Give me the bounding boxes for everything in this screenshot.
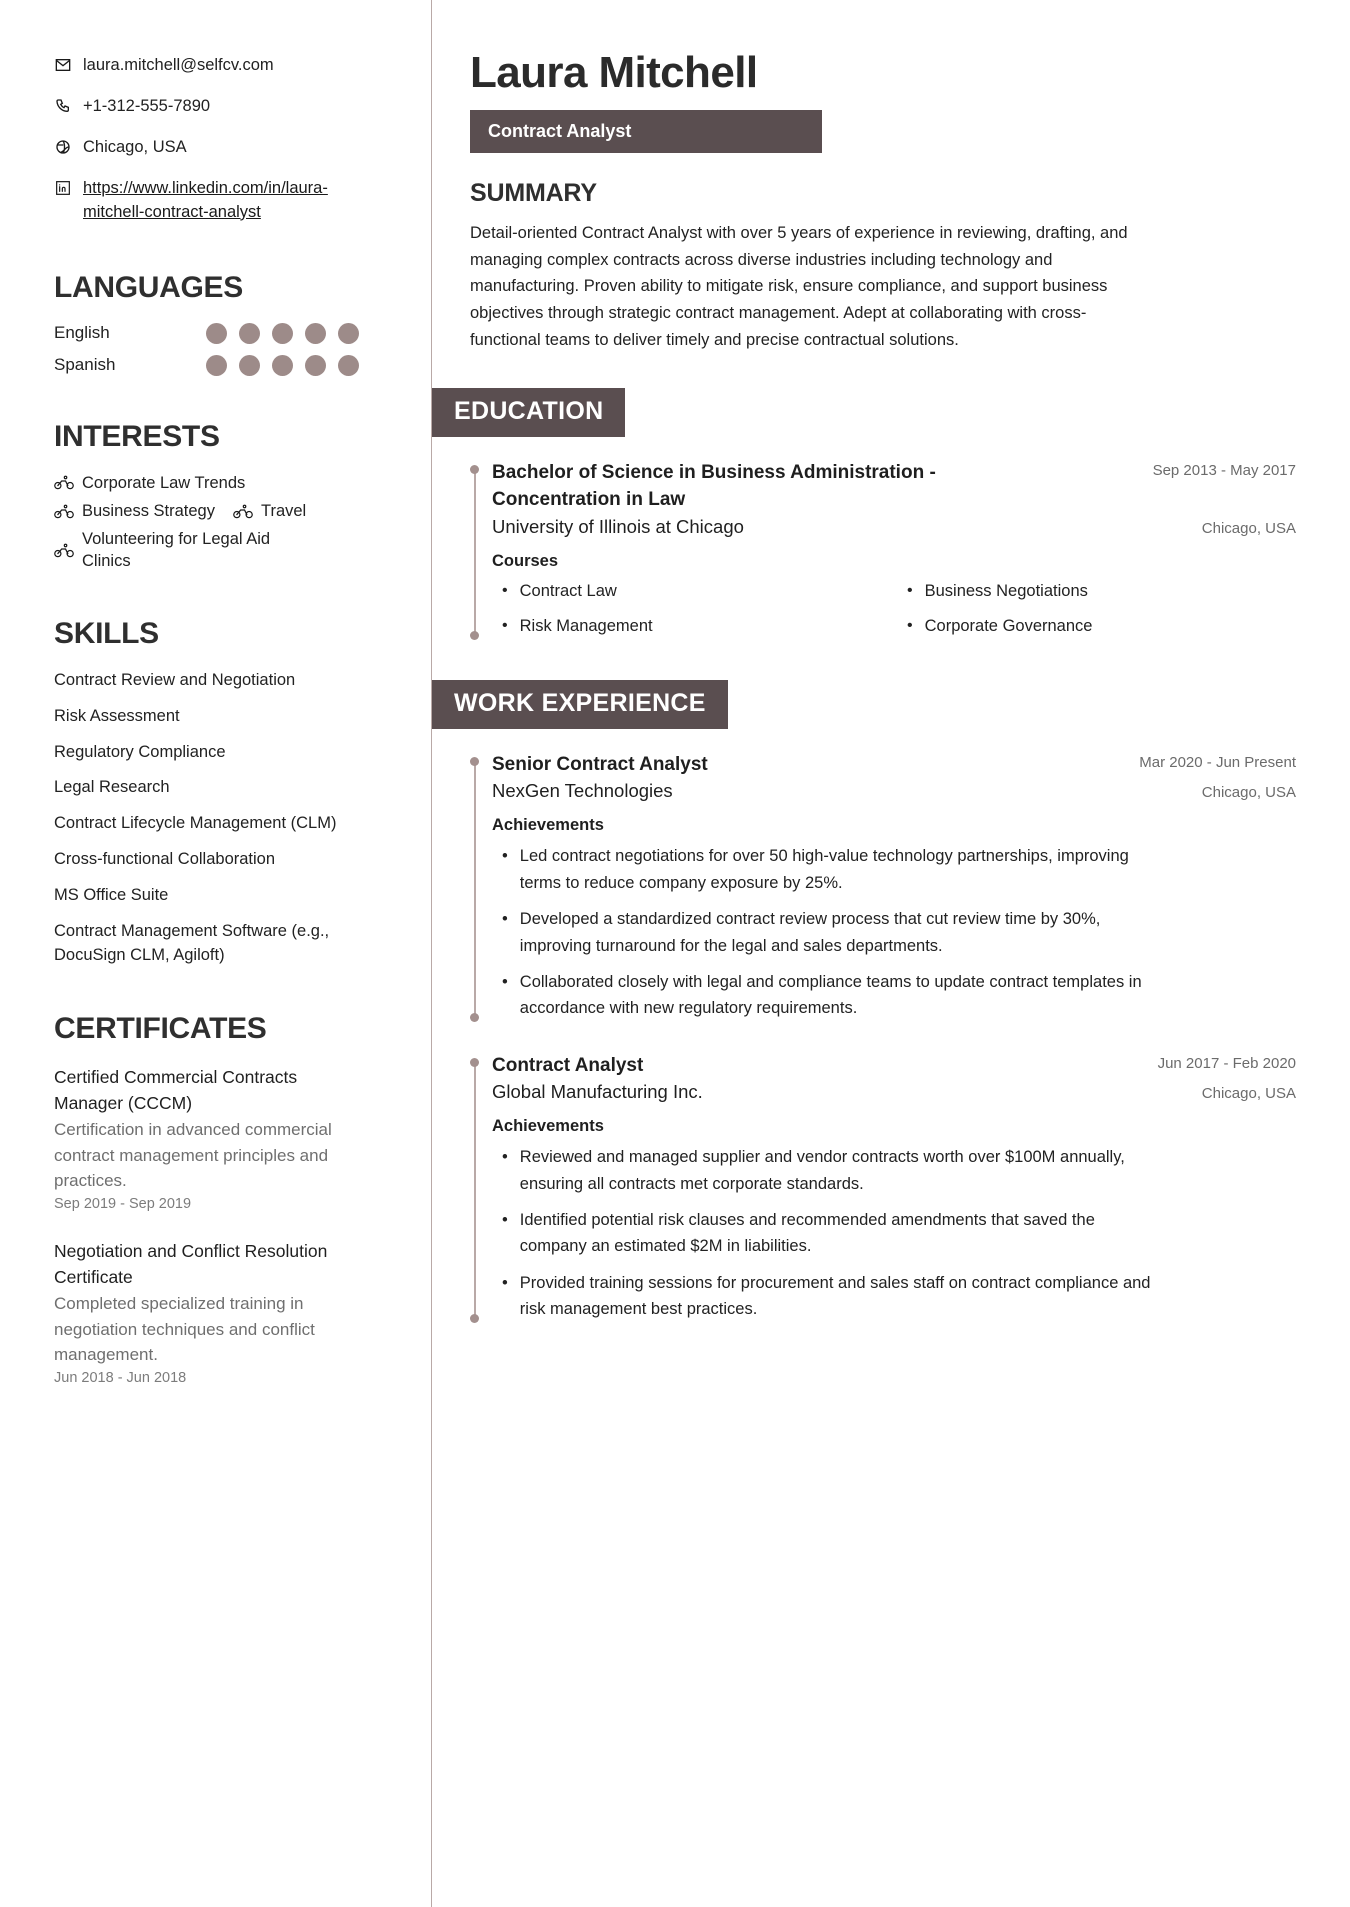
- education-section-title: EDUCATION: [432, 388, 625, 437]
- experience-section: [454, 680, 1296, 1323]
- achievements-label: Achievements: [492, 816, 604, 835]
- bicycle-icon: [54, 474, 74, 491]
- language-level-dots: [206, 323, 391, 344]
- languages-section: [54, 271, 391, 376]
- bullet-dot: •: [907, 617, 913, 635]
- language-row: [54, 323, 391, 344]
- timeline-dot: [470, 757, 479, 766]
- certificate-description: Completed specialized training in negotiation techniques and conflict management.: [54, 1294, 315, 1365]
- skill-item: Contract Review and Negotiation: [54, 670, 296, 689]
- courses-grid: [492, 579, 1296, 640]
- timeline-dot: [470, 1013, 479, 1022]
- achievement-text: Identified potential risk clauses and recommended amendments that saved the company an estimated $2M in liabilities.: [519, 1211, 1095, 1256]
- skill-item: Risk Assessment: [54, 706, 180, 725]
- achievements-list: [492, 843, 1296, 1021]
- experience-entry: [492, 751, 1296, 1022]
- globe-icon: [54, 138, 72, 156]
- certificate-date: Sep 2019 - Sep 2019: [54, 1195, 192, 1212]
- company-name: Global Manufacturing Inc.: [492, 1081, 703, 1103]
- bullet-dot: •: [502, 972, 508, 991]
- interests-list: [54, 472, 354, 573]
- interests-section: [54, 420, 391, 573]
- level-dot: [206, 323, 227, 344]
- achievements-label: Achievements: [492, 1117, 604, 1136]
- achievement-text: Provided training sessions for procurement and sales staff on contract compliance and risk management best practices.: [519, 1273, 1151, 1319]
- experience-section-title: WORK EXPERIENCE: [432, 680, 728, 729]
- courses-label: Courses: [492, 551, 559, 570]
- skill-item: MS Office Suite: [54, 886, 169, 905]
- bullet-dot: •: [502, 581, 508, 599]
- experience-entry-sub: [492, 1081, 1296, 1103]
- contact-linkedin[interactable]: [54, 177, 391, 225]
- education-section: [454, 388, 1296, 640]
- job-date: Mar 2020 - Jun Present: [1139, 753, 1296, 771]
- summary-heading: SUMMARY: [470, 179, 597, 207]
- skill-item: Regulatory Compliance: [54, 742, 226, 761]
- achievement-item: [502, 1207, 1162, 1260]
- level-dot: [206, 355, 227, 376]
- achievements-list: [492, 1144, 1296, 1322]
- languages-heading: LANGUAGES: [54, 270, 243, 304]
- experience-timeline-1: [470, 751, 1296, 1022]
- achievement-item: [502, 969, 1162, 1022]
- level-dot: [239, 355, 260, 376]
- course-item: [907, 579, 1296, 605]
- achievement-text: Collaborated closely with legal and compliance teams to update contract templates in accordance with new regulatory requirements.: [519, 972, 1142, 1018]
- certificate-item: [54, 1238, 344, 1386]
- contact-list: [54, 54, 391, 225]
- interest-item: [54, 472, 245, 494]
- certificate-date: Jun 2018 - Jun 2018: [54, 1369, 187, 1386]
- bullet-dot: •: [502, 847, 508, 866]
- job-location: Chicago, USA: [1201, 1085, 1296, 1103]
- course-label: Business Negotiations: [924, 581, 1088, 600]
- skill-item: Contract Lifecycle Management (CLM): [54, 814, 337, 833]
- achievement-text: Reviewed and managed supplier and vendor contracts worth over $100M annually, ensuring all contracts met corporate standards.: [519, 1148, 1125, 1193]
- timeline-dot: [470, 465, 479, 474]
- course-item: [502, 579, 891, 605]
- email-icon: [54, 56, 72, 74]
- bullet-dot: •: [502, 1211, 508, 1230]
- level-dot: [272, 323, 293, 344]
- timeline-dot: [470, 1314, 479, 1323]
- contact-phone: [54, 95, 391, 119]
- timeline-line: [474, 759, 476, 1014]
- achievement-item: [502, 1270, 1162, 1323]
- level-dot: [272, 355, 293, 376]
- language-name: Spanish: [54, 355, 116, 375]
- certificate-title: Certified Commercial Contracts Manager (CCCM): [54, 1066, 298, 1114]
- candidate-name: Laura Mitchell: [470, 48, 758, 97]
- job-title: Contract Analyst: [492, 1054, 644, 1076]
- education-location: Chicago, USA: [1201, 519, 1296, 537]
- education-entry-sub: [492, 516, 1296, 538]
- bullet-dot: •: [502, 910, 508, 929]
- timeline-line: [474, 1060, 476, 1315]
- bicycle-icon: [233, 503, 253, 520]
- sidebar: [0, 0, 432, 1907]
- role-badge: Contract Analyst: [470, 110, 822, 153]
- bicycle-icon: [54, 542, 74, 559]
- job-location: Chicago, USA: [1201, 784, 1296, 802]
- education-entry: [492, 459, 1296, 640]
- certificates-heading: CERTIFICATES: [54, 1011, 267, 1045]
- timeline-dot: [470, 1058, 479, 1067]
- course-label: Corporate Governance: [924, 617, 1093, 636]
- language-row: [54, 355, 391, 376]
- school-name: University of Illinois at Chicago: [492, 515, 744, 537]
- course-item: [907, 614, 1296, 640]
- skill-item: Cross-functional Collaboration: [54, 850, 276, 869]
- interest-item: [233, 500, 306, 522]
- main-content: [432, 0, 1350, 1907]
- course-item: [502, 614, 891, 640]
- level-dot: [305, 355, 326, 376]
- bullet-dot: •: [502, 1273, 508, 1292]
- contact-location: [54, 136, 391, 160]
- job-date: Jun 2017 - Feb 2020: [1157, 1054, 1296, 1072]
- contact-email-text: laura.mitchell@selfcv.com: [83, 56, 274, 74]
- achievement-text: Developed a standardized contract review process that cut review time by 30%, improving turnaround for the legal and sales departments.: [519, 910, 1101, 955]
- bullet-dot: •: [907, 581, 913, 599]
- contact-location-text: Chicago, USA: [83, 137, 187, 156]
- interest-item: [54, 500, 215, 522]
- level-dot: [239, 323, 260, 344]
- company-name: NexGen Technologies: [492, 780, 673, 802]
- skills-heading: SKILLS: [54, 616, 159, 650]
- course-label: Risk Management: [519, 617, 653, 636]
- education-entry-head: [492, 459, 1296, 514]
- experience-entry-head: [492, 1052, 1296, 1080]
- language-level-dots: [206, 355, 391, 376]
- language-name: English: [54, 323, 110, 343]
- summary-text: Detail-oriented Contract Analyst with over 5 years of experience in reviewing, drafting, and managing complex contracts across diverse industries including technology and manufacturing. Proven ability to mitigate risk, ensure compliance, and support business objectives through strategic contract management. Adept at collaborating with cross-functional teams to deliver timely and precise contractual solutions.: [470, 224, 1128, 349]
- skills-section: [54, 617, 391, 968]
- interest-label: Corporate Law Trends: [82, 473, 246, 492]
- certificates-section: [54, 1012, 391, 1386]
- achievement-text: Led contract negotiations for over 50 high-value technology partnerships, improving terms to reduce company exposure by 25%.: [519, 847, 1129, 892]
- timeline-line: [474, 467, 476, 632]
- interest-item: [54, 528, 302, 573]
- experience-entry: [492, 1052, 1296, 1323]
- certificate-description: Certification in advanced commercial contract management principles and practices.: [54, 1120, 332, 1191]
- contact-email: [54, 54, 391, 78]
- interest-label: Travel: [260, 501, 307, 520]
- phone-icon: [54, 97, 72, 115]
- interest-label: Business Strategy: [82, 501, 215, 520]
- certificate-title: Negotiation and Conflict Resolution Certificate: [54, 1240, 328, 1288]
- education-timeline: [470, 459, 1296, 640]
- interest-label: Volunteering for Legal Aid Clinics: [82, 530, 271, 571]
- experience-timeline-2: [470, 1052, 1296, 1323]
- timeline-dot: [470, 631, 479, 640]
- achievement-item: [502, 1144, 1162, 1197]
- education-date: Sep 2013 - May 2017: [1152, 461, 1296, 479]
- experience-entry-head: [492, 751, 1296, 779]
- contact-phone-text: +1-312-555-7890: [83, 96, 211, 115]
- bullet-dot: •: [502, 617, 508, 635]
- achievement-item: [502, 843, 1162, 896]
- level-dot: [338, 323, 359, 344]
- achievement-item: [502, 906, 1162, 959]
- level-dot: [305, 323, 326, 344]
- experience-entry-sub: [492, 780, 1296, 802]
- degree-title: Bachelor of Science in Business Administration - Concentration in Law: [492, 461, 936, 511]
- skill-item: Legal Research: [54, 778, 170, 797]
- course-label: Contract Law: [519, 581, 617, 600]
- interests-heading: INTERESTS: [54, 419, 220, 453]
- bullet-dot: •: [502, 1148, 508, 1167]
- skill-item: Contract Management Software (e.g., DocuSign CLM, Agiloft): [54, 922, 330, 965]
- linkedin-icon: [54, 179, 72, 197]
- contact-linkedin-link[interactable]: https://www.linkedin.com/in/laura-mitchell-contract-analyst: [83, 178, 328, 221]
- certificate-item: [54, 1064, 344, 1212]
- bicycle-icon: [54, 503, 74, 520]
- job-title: Senior Contract Analyst: [492, 753, 708, 775]
- level-dot: [338, 355, 359, 376]
